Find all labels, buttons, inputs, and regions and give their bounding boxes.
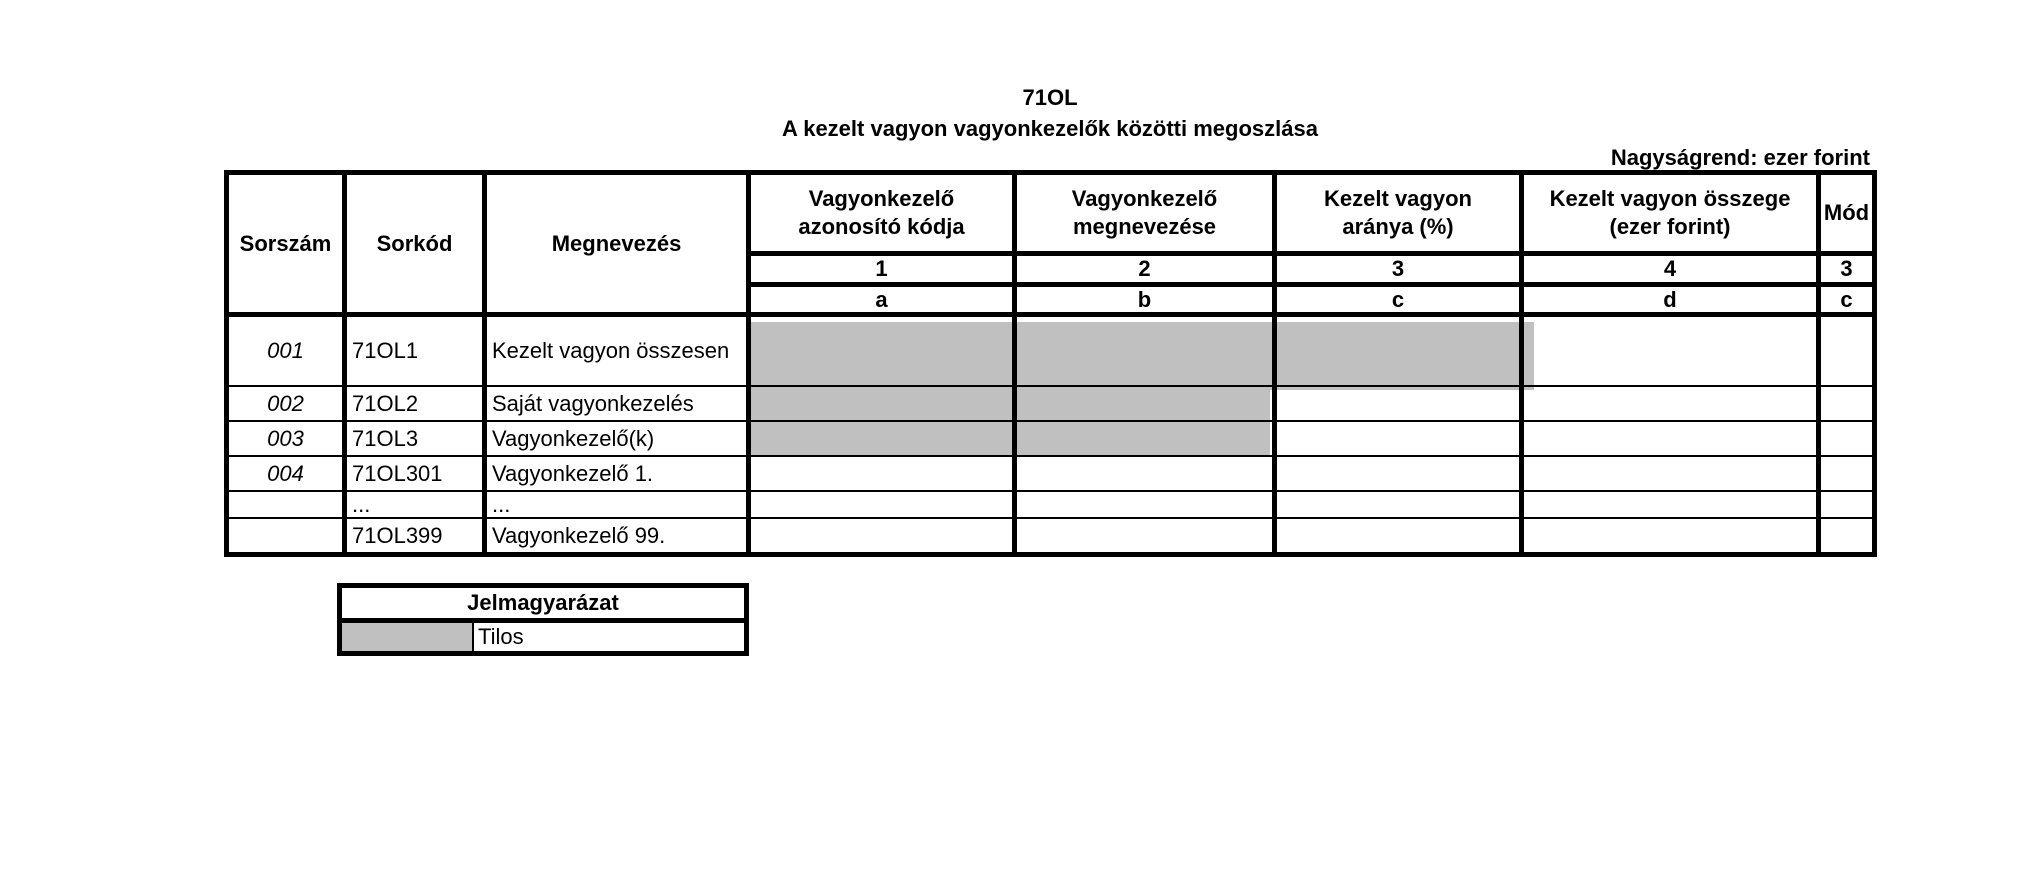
col-letter: b	[1137, 286, 1152, 312]
col-letter: d	[1663, 286, 1677, 312]
row-number: 002	[267, 390, 304, 416]
legend-title: Jelmagyarázat	[467, 590, 619, 615]
col-letter: c	[1840, 286, 1853, 312]
header-megnevezes: Megnevezés	[551, 230, 682, 256]
header-col1: Vagyonkezelő azonosító kódja	[798, 186, 965, 239]
legend-swatch	[342, 623, 472, 651]
row-number	[229, 519, 342, 552]
col-number: 2	[1138, 256, 1151, 281]
row-number: 001	[267, 338, 304, 363]
header-col2: Vagyonkezelő megnevezése	[1071, 186, 1218, 239]
row-code: 71OL399	[352, 522, 443, 548]
row-name: Saját vagyonkezelés	[492, 390, 694, 416]
form-code: 71OL	[1022, 85, 1078, 110]
header-sorkod: Sorkód	[376, 230, 453, 256]
row-name: Kezelt vagyon összesen	[492, 338, 730, 363]
row-name: Vagyonkezelő(k)	[492, 425, 655, 451]
row-code: 71OL3	[352, 425, 419, 451]
col-letter: a	[875, 286, 888, 312]
header-col3: Kezelt vagyon aránya (%)	[1324, 186, 1472, 239]
header-mod: Mód	[1823, 200, 1870, 225]
row-code: ...	[352, 491, 371, 517]
unit-label: Nagyságrend: ezer forint	[1610, 145, 1870, 170]
forbidden-cell	[750, 322, 1534, 390]
col-number: 3	[1391, 256, 1405, 281]
legend-forbidden-label: Tilos	[478, 624, 524, 649]
row-code: 71OL1	[352, 338, 419, 363]
col-number: 1	[875, 256, 888, 281]
row-number	[229, 492, 342, 517]
col-letter: c	[1391, 286, 1405, 312]
row-name: ...	[492, 491, 511, 517]
col-number: 4	[1663, 256, 1677, 281]
row-name: Vagyonkezelő 1.	[492, 460, 654, 486]
form-title: A kezelt vagyon vagyonkezelők közötti megoszlása	[782, 116, 1318, 141]
header-sorszam: Sorszám	[239, 230, 332, 256]
forbidden-cell	[750, 390, 1270, 457]
row-number: 004	[267, 460, 304, 486]
header-col4: Kezelt vagyon összege (ezer forint)	[1549, 186, 1791, 239]
legend-box	[337, 583, 749, 656]
row-name: Vagyonkezelő 99.	[492, 522, 666, 548]
row-code: 71OL301	[352, 460, 443, 486]
col-number: 3	[1840, 256, 1853, 281]
data-table	[224, 170, 1877, 557]
row-number: 003	[267, 425, 304, 451]
row-code: 71OL2	[352, 390, 419, 416]
